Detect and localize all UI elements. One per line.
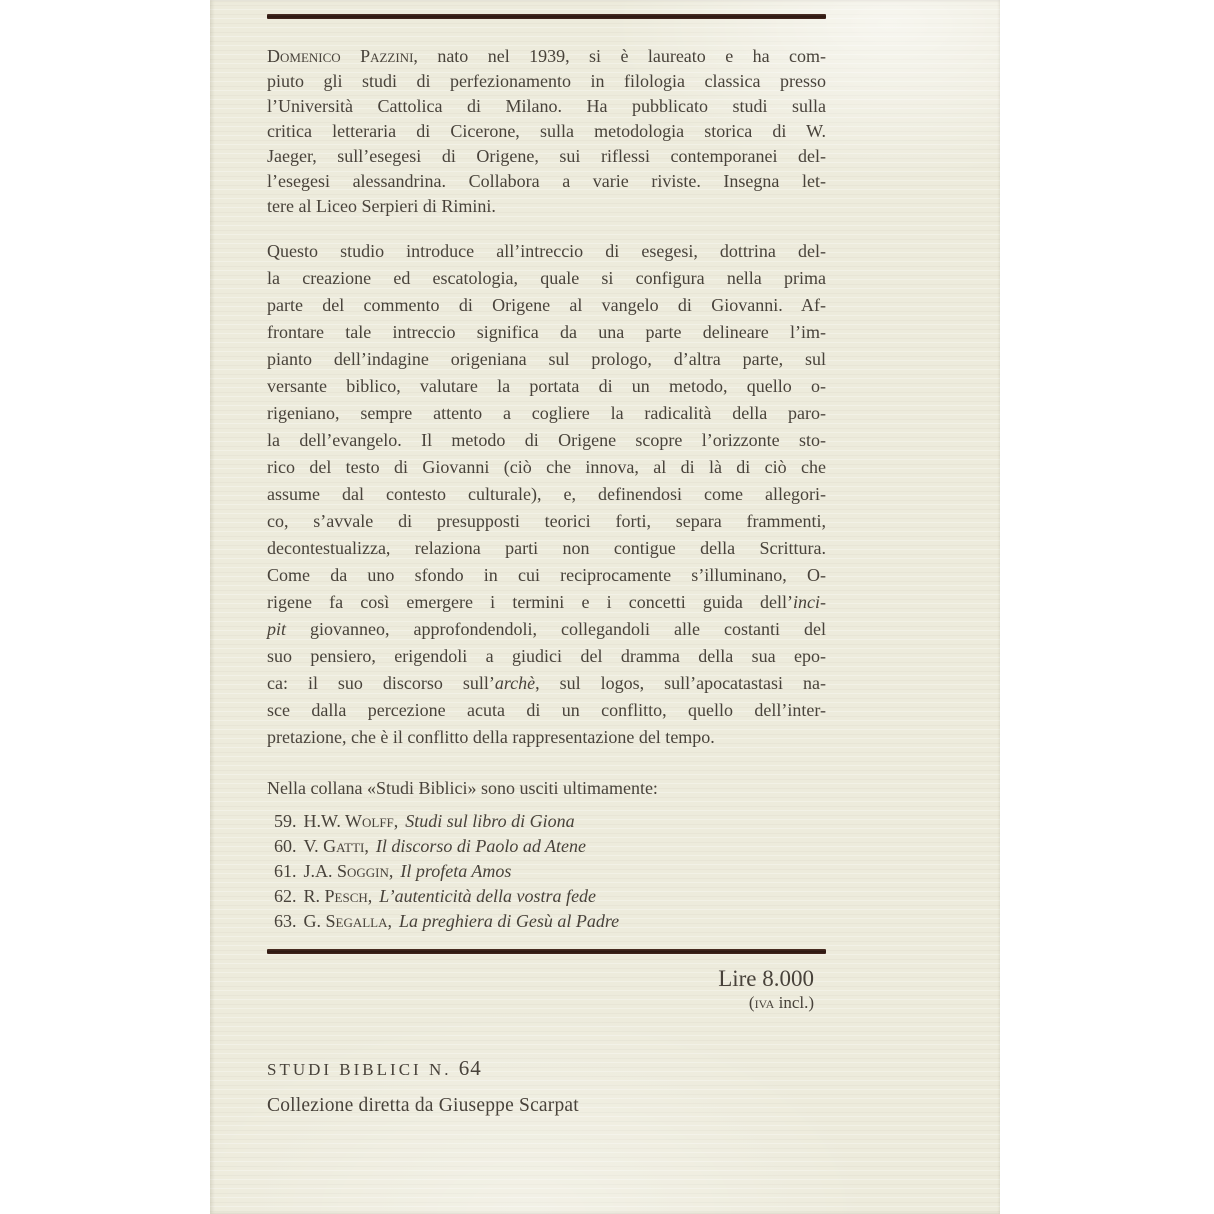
text-line: rigene fa così emergere i termini e i concetti guida dell’inci- <box>267 592 826 612</box>
text-line: decontestualizza, relaziona parti non contigue della Scrittura. <box>267 538 826 558</box>
series-number: 64 <box>458 1056 482 1080</box>
price-label: Lire 8.000 <box>718 966 814 991</box>
text-line: tere al Liceo Serpieri di Rimini. <box>267 196 496 216</box>
text-line: rigeniano, sempre attento a cogliere la radicalità della paro- <box>267 403 826 423</box>
series-number-label <box>267 1056 826 1081</box>
item-title: Il profeta Amos <box>400 861 512 881</box>
recent-titles-list <box>267 809 826 934</box>
text-line: Come da uno sfondo in cui reciprocamente s’illuminano, O- <box>267 565 826 585</box>
item-author: J.A. Soggin, <box>303 861 394 881</box>
text-line: l’esegesi alessandrina. Collabora a varie riviste. Insegna let- <box>267 171 826 191</box>
text-line: rico del testo di Giovanni (ciò che innova, al di là di ciò che <box>267 457 826 477</box>
text-line: versante biblico, valutare la portata di un metodo, quello o- <box>267 376 826 396</box>
text-line: assume dal contesto culturale), e, definendosi come allegori- <box>267 484 826 504</box>
item-title: La preghiera di Gesù al Padre <box>399 911 620 931</box>
item-number: 59. <box>274 811 297 831</box>
item-author: V. Gatti, <box>303 836 369 856</box>
horizontal-rule-bottom <box>267 949 826 954</box>
item-title: L’autenticità della vostra fede <box>379 886 597 906</box>
item-author: R. Pesch, <box>303 886 373 906</box>
item-number: 63. <box>274 911 297 931</box>
collection-editor-label: Collezione diretta da Giuseppe Scarpat <box>267 1095 579 1116</box>
text-line: suo pensiero, erigendoli a giudici del dramma della sua epo- <box>267 646 826 666</box>
text-line: Questo studio introduce all’intreccio di esegesi, dottrina del- <box>267 241 826 261</box>
list-item <box>274 884 826 909</box>
list-item <box>274 834 826 859</box>
item-author: G. Segalla, <box>303 911 392 931</box>
text-line: la dell’evangelo. Il metodo di Origene scopre l’orizzonte sto- <box>267 430 826 450</box>
series-name: STUDI BIBLICI N. <box>267 1060 452 1079</box>
text-line: pretazione, che è il conflitto della rappresentazione del tempo. <box>267 727 715 747</box>
vat-note: (iva incl.) <box>748 993 814 1012</box>
text-line: pit giovanneo, approfondendoli, collegandoli alle costanti del <box>267 619 826 639</box>
horizontal-rule-top <box>267 14 826 19</box>
list-item <box>274 809 826 834</box>
cover-content <box>267 0 826 1117</box>
text-line: frontare tale intreccio significa da una parte delineare l’im- <box>267 322 826 342</box>
item-title: Studi sul libro di Giona <box>405 811 575 831</box>
text-line: critica letteraria di Cicerone, sulla metodologia storica di W. <box>267 121 826 141</box>
series-list-intro: Nella collana «Studi Biblici» sono usciti ultimamente: <box>267 778 658 798</box>
list-item <box>274 909 826 934</box>
item-number: 61. <box>274 861 297 881</box>
text-line: Jaeger, sull’esegesi di Origene, sui riflessi contemporanei del- <box>267 146 826 166</box>
author-bio-paragraph <box>267 44 826 219</box>
text-line: Domenico Pazzini, nato nel 1939, si è laureato e ha com- <box>267 46 826 66</box>
list-item <box>274 859 826 884</box>
text-line: co, s’avvale di presupposti teorici forti, separa frammenti, <box>267 511 826 531</box>
item-author: H.W. Wolff, <box>303 811 399 831</box>
text-line: pianto dell’indagine origeniana sul prologo, d’altra parte, sul <box>267 349 826 369</box>
price-block <box>267 965 826 1014</box>
item-number: 62. <box>274 886 297 906</box>
text-line: piuto gli studi di perfezionamento in filologia classica presso <box>267 71 826 91</box>
text-line: parte del commento di Origene al vangelo di Giovanni. Af- <box>267 295 826 315</box>
text-line: l’Università Cattolica di Milano. Ha pubblicato studi sulla <box>267 96 826 116</box>
book-back-cover <box>210 0 1000 1214</box>
synopsis-paragraph <box>267 238 826 751</box>
text-line: la creazione ed escatologia, quale si configura nella prima <box>267 268 826 288</box>
text-line: ca: il suo discorso sull’archè, sul logos, sull’apocatastasi na- <box>267 673 826 693</box>
text-line: sce dalla percezione acuta di un conflitto, quello dell’inter- <box>267 700 826 720</box>
item-number: 60. <box>274 836 297 856</box>
item-title: Il discorso di Paolo ad Atene <box>375 836 586 856</box>
